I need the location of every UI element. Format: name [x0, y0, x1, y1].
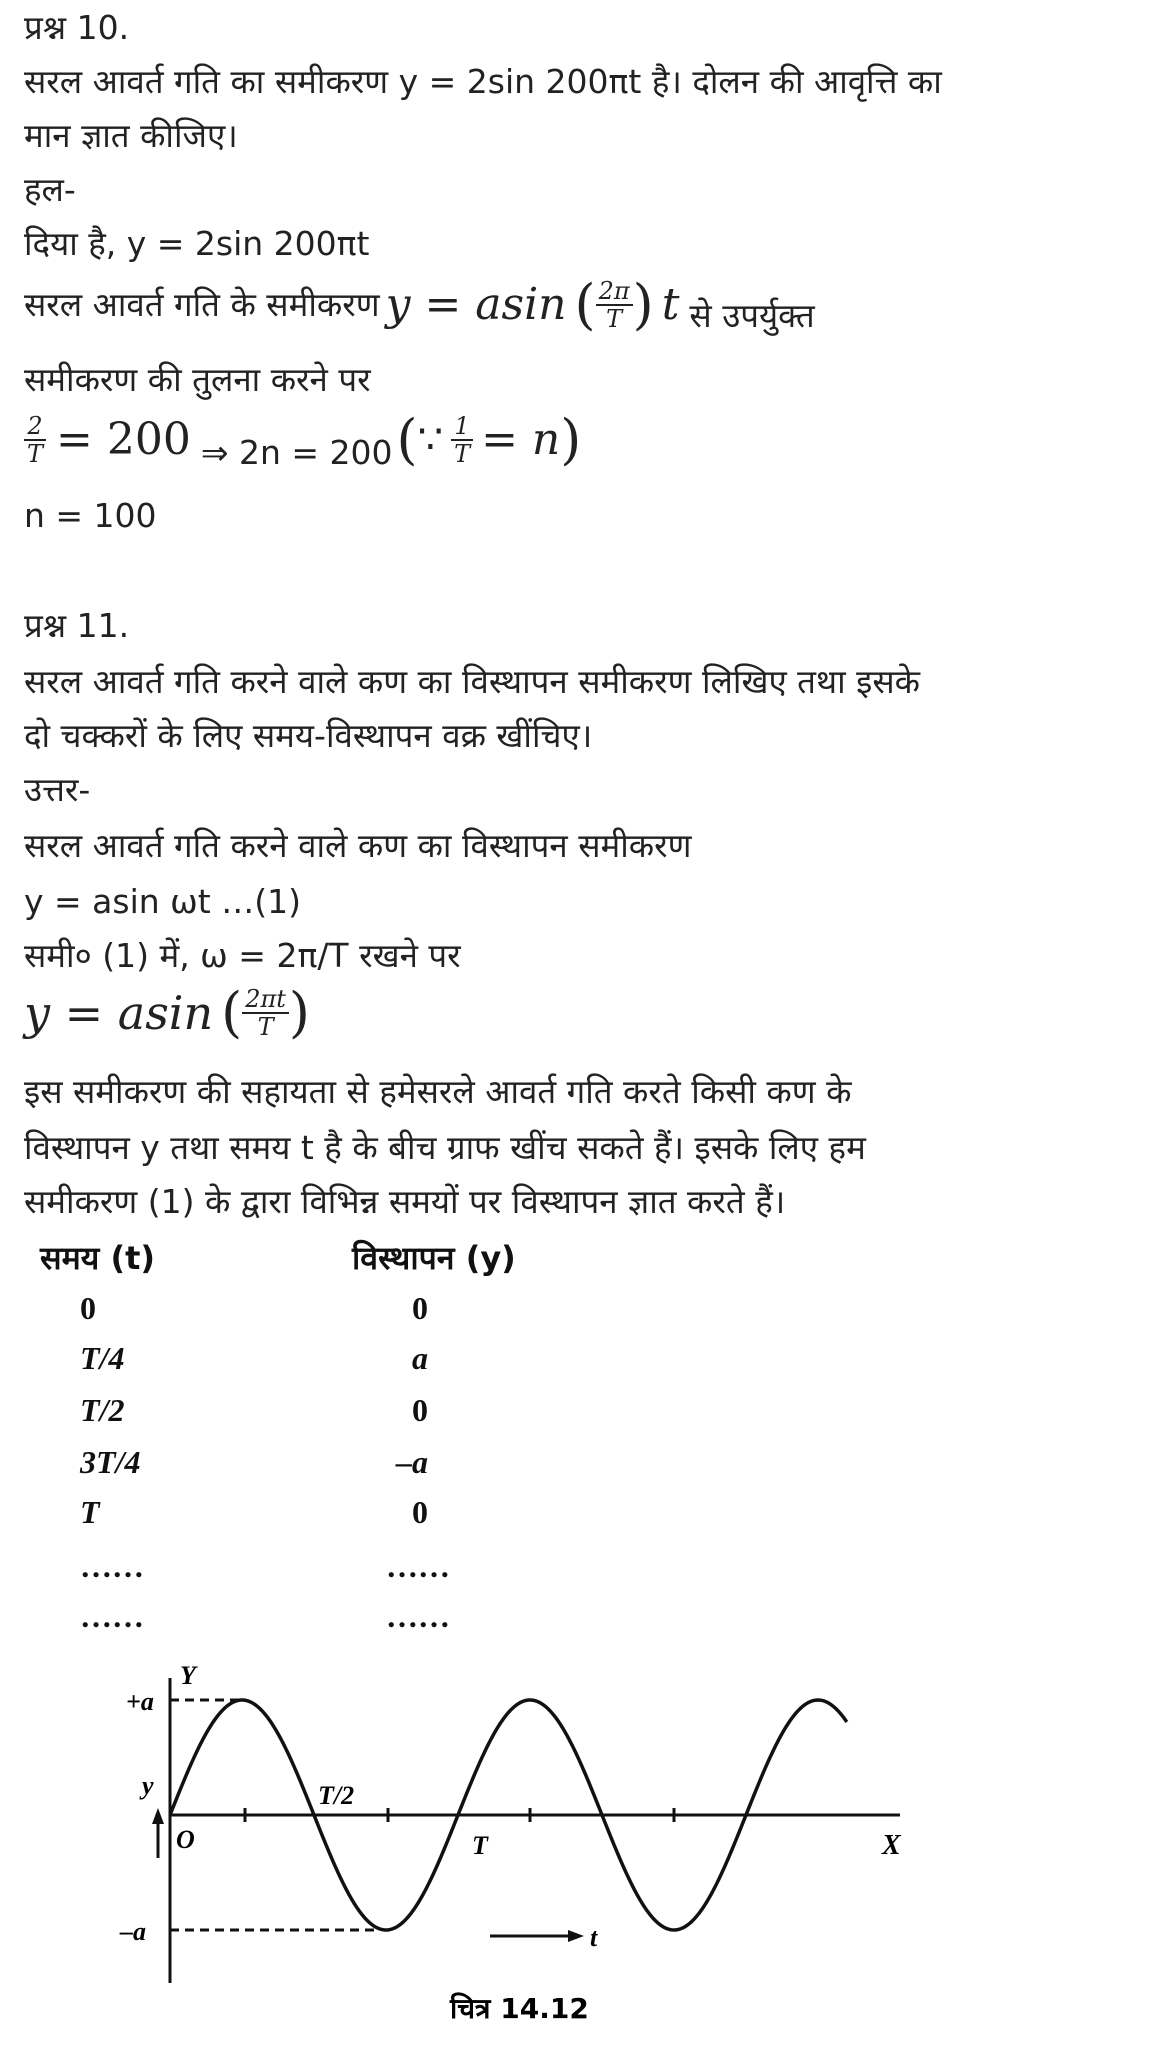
table-cell-time: 3T/4 [80, 1444, 141, 1480]
q10-step-left-paren: ( [396, 408, 418, 471]
shm-graph [0, 1658, 1150, 2048]
label-t: t [590, 1923, 598, 1952]
q11-eq2-lhs: y = asin [24, 986, 214, 1040]
q11-para-line3: समीकरण (1) के द्वारा विभिन्न समयों पर विस्थापन ज्ञात करते हैं। [24, 1182, 786, 1221]
q10-compare-prefix: सरल आवर्त गति के समीकरण [24, 285, 380, 324]
q11-eq2-den: T [257, 1013, 274, 1041]
table-cell-disp: …… [386, 1548, 450, 1584]
table-cell-time: 0 [80, 1290, 96, 1326]
label-O: O [176, 1825, 195, 1854]
q10-step-frac-num: 2 [24, 413, 45, 441]
q11-eq2-right-paren: ) [288, 981, 310, 1044]
q10-question-line2: मान ज्ञात कीजिए। [24, 116, 238, 155]
label-y: y [142, 1771, 154, 1800]
q10-step-rec-fraction [451, 413, 473, 467]
table-cell-time: …… [80, 1548, 144, 1584]
table-cell-disp: a [412, 1340, 428, 1376]
q11-substitute: समी० (1) में, ω = 2π/T रखने पर [24, 936, 461, 975]
label-Y: Y [180, 1661, 196, 1690]
table-cell-disp: 0 [412, 1290, 428, 1326]
q10-step-line [24, 400, 581, 480]
q11-answer-line1: सरल आवर्त गति करने वाले कण का विस्थापन समीकरण [24, 826, 692, 865]
figure-caption: चित्र 14.12 [450, 1992, 589, 2025]
t-arrow-head [568, 1930, 584, 1942]
table-cell-disp: 0 [412, 1494, 428, 1530]
q10-step-fraction [24, 413, 46, 467]
q10-step-implies: ⇒ 2n = 200 [200, 433, 393, 472]
q10-compare-eq-lhs: y = asin [385, 279, 567, 330]
q10-heading: प्रश्न 10. [24, 8, 130, 47]
q10-question-line1: सरल आवर्त गति का समीकरण y = 2sin 200πt है। दोलन की आवृत्ति का [24, 62, 942, 101]
y-arrow-head [152, 1808, 164, 1824]
q10-step-because: ∵ [417, 417, 444, 463]
label-minus-a: –a [120, 1917, 146, 1946]
table-cell-disp: 0 [412, 1392, 428, 1428]
q10-compare-eq-t: t [661, 279, 680, 330]
q10-step-rec-num: 1 [451, 413, 472, 441]
q11-question-line2: दो चक्करों के लिए समय-विस्थापन वक्र खींचिए। [24, 716, 593, 755]
q11-answer-label: उत्तर- [24, 770, 91, 809]
q11-para-line1: इस समीकरण की सहायता से हमेसरले आवर्त गति करते किसी कण के [24, 1072, 852, 1111]
q11-question-line1: सरल आवर्त गति करने वाले कण का विस्थापन समीकरण लिखिए तथा इसके [24, 662, 920, 701]
table-cell-time: T/4 [80, 1340, 125, 1376]
q10-step-rec-den: T [454, 440, 471, 468]
q10-solution-label: हल- [24, 170, 76, 209]
table-header-time: समय (t) [40, 1239, 156, 1277]
q10-compare-frac-den: T [606, 305, 623, 333]
q10-step-right-paren: ) [560, 408, 582, 471]
q10-given: दिया है, y = 2sin 200πt [24, 224, 370, 263]
q10-result: n = 100 [24, 496, 157, 535]
q10-left-paren: ( [574, 273, 596, 336]
q10-compare-line2: समीकरण की तुलना करने पर [24, 360, 371, 399]
label-X: X [882, 1830, 901, 1861]
table-cell-disp: …… [386, 1598, 450, 1634]
q11-heading: प्रश्न 11. [24, 606, 130, 645]
table-cell-time: T/2 [80, 1392, 125, 1428]
q10-compare-suffix: से उपर्युक्त [689, 296, 815, 335]
q10-compare-line [24, 270, 815, 340]
label-T: T [472, 1831, 488, 1860]
q11-eq2-num: 2πt [242, 986, 289, 1014]
q10-compare-fraction [596, 278, 633, 332]
q11-eq2 [24, 976, 310, 1050]
table-cell-time: …… [80, 1598, 144, 1634]
q11-para-line2: विस्थापन y तथा समय t है के बीच ग्राफ खींच सकते हैं। इसके लिए हम [24, 1128, 866, 1167]
q10-compare-frac-num: 2π [596, 278, 633, 306]
q11-eq2-left-paren: ( [221, 981, 243, 1044]
q11-eq2-fraction [242, 986, 289, 1040]
q10-right-paren: ) [632, 273, 654, 336]
label-plus-a: +a [126, 1687, 154, 1716]
q10-step-frac-den: T [27, 440, 44, 468]
table-header-displacement: विस्थापन (y) [352, 1239, 516, 1277]
q10-step-rec-rhs: = n [481, 414, 561, 465]
table-cell-time: T [80, 1494, 100, 1530]
q10-step-rhs: = 200 [56, 414, 191, 465]
table-cell-disp: –a [396, 1444, 428, 1480]
q11-eq1: y = asin ωt …(1) [24, 882, 301, 921]
label-T-half: T/2 [318, 1781, 355, 1810]
